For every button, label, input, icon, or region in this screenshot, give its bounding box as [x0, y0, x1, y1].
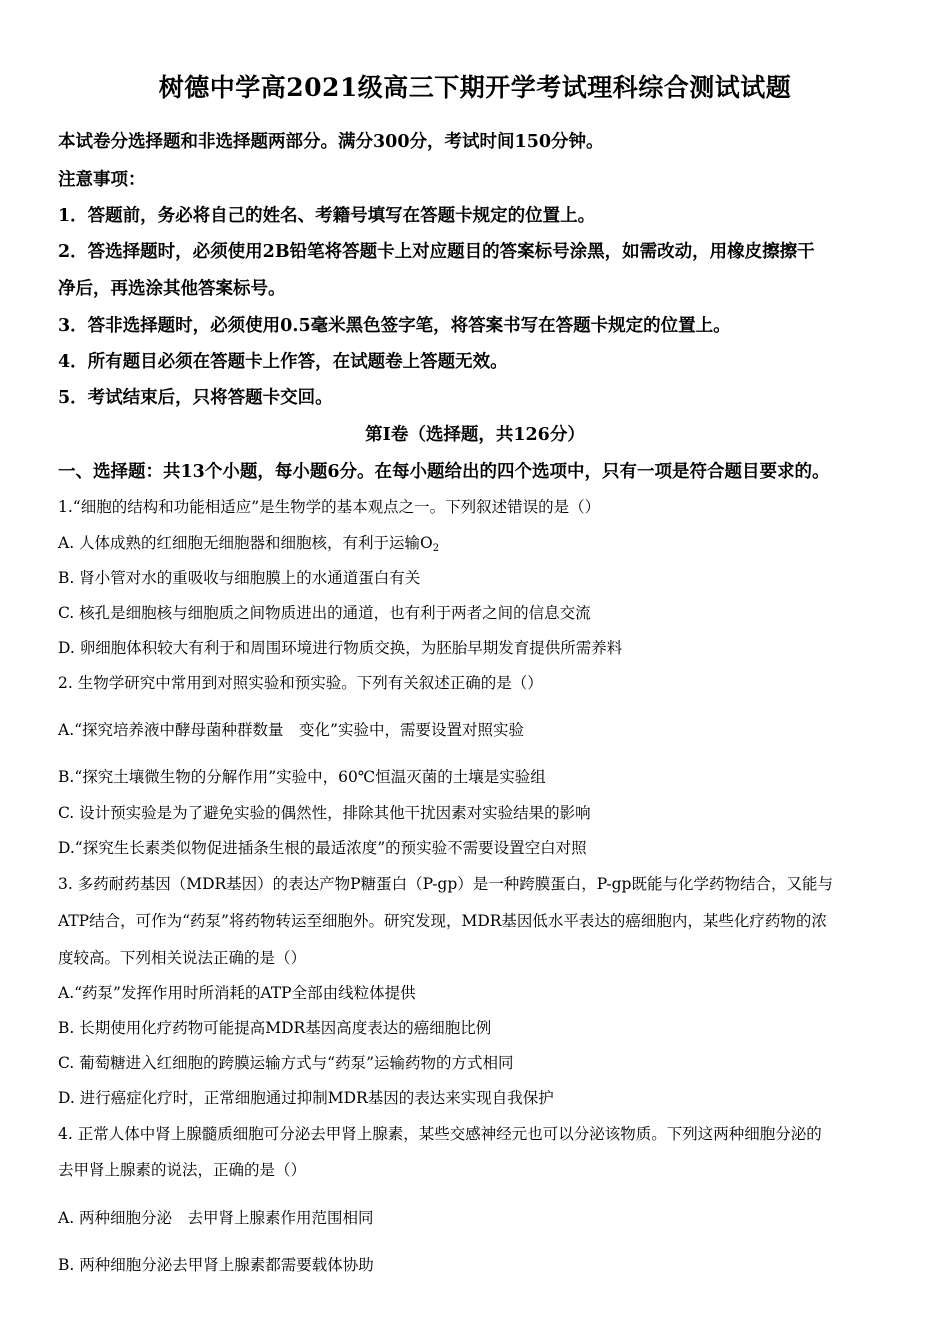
question-3-option-b: B. 长期使用化疗药物可能提高MDR基因高度表达的癌细胞比例 [58, 1019, 492, 1037]
notice-item: 4．所有题目必须在答题卡上作答，在试题卷上答题无效。 [58, 352, 508, 372]
question-2-option-b: B.“探究土壤微生物的分解作用”实验中，60℃恒温灭菌的土壤是实验组 [58, 768, 546, 786]
question-2-stem: 2. 生物学研究中常用到对照实验和预实验。下列有关叙述正确的是（） [58, 674, 543, 692]
notice-item: 3．答非选择题时，必须使用0.5毫米黑色签字笔，将答案书写在答题卡规定的位置上。 [58, 316, 731, 336]
subscript: 2 [432, 543, 440, 554]
question-4-stem-line: 4. 正常人体中肾上腺髓质细胞可分泌去甲肾上腺素，某些交感神经元也可以分泌该物质。下列这两种细胞分泌的 [58, 1125, 822, 1143]
exam-intro: 本试卷分选择题和非选择题两部分。满分300分，考试时间150分钟。 [58, 132, 604, 152]
notice-heading: 注意事项： [58, 170, 146, 190]
question-1-option-d: D. 卵细胞体积较大有利于和周围环境进行物质交换，为胚胎早期发育提供所需养料 [58, 639, 623, 657]
question-3-option-c: C. 葡萄糖进入红细胞的跨膜运输方式与“药泵”运输药物的方式相同 [58, 1054, 514, 1072]
notice-item: 2．答选择题时，必须使用2B铅笔将答题卡上对应题目的答案标号涂黑，如需改动，用橡皮擦擦干 [58, 242, 815, 262]
question-4-option-a: A. 两种细胞分泌 去甲肾上腺素作用范围相同 [58, 1209, 374, 1227]
question-3-stem-line: ATP结合，可作为“药泵”将药物转运至细胞外。研究发现，MDR基因低水平表达的癌细胞内，某些化疗药物的浓 [58, 912, 827, 930]
question-2-option-a: A.“探究培养液中酵母菌种群数量 变化”实验中，需要设置对照实验 [58, 721, 524, 739]
question-2-option-d: D.“探究生长素类似物促进插条生根的最适浓度”的预实验不需要设置空白对照 [58, 839, 587, 857]
question-3-option-a: A.“药泵”发挥作用时所消耗的ATP全部由线粒体提供 [58, 984, 416, 1002]
option-a-text: A. 人体成熟的红细胞无细胞器和细胞核，有利于运输O [58, 534, 433, 552]
question-3-stem-line: 度较高。下列相关说法正确的是（） [58, 949, 307, 967]
part1-title: 第I卷（选择题，共126分） [365, 425, 585, 445]
question-1-option-c: C. 核孔是细胞核与细胞质之间物质进出的通道，也有利于两者之间的信息交流 [58, 604, 591, 622]
question-2-option-c: C. 设计预实验是为了避免实验的偶然性，排除其他干扰因素对实验结果的影响 [58, 804, 591, 822]
question-1-stem: 1.“细胞的结构和功能相适应”是生物学的基本观点之一。下列叙述错误的是（） [58, 498, 601, 516]
question-4-stem-line: 去甲肾上腺素的说法，正确的是（） [58, 1161, 307, 1179]
question-1-option-b: B. 肾小管对水的重吸收与细胞膜上的水通道蛋白有关 [58, 569, 421, 587]
notice-item: 5．考试结束后，只将答题卡交回。 [58, 388, 333, 408]
notice-item: 净后，再选涂其他答案标号。 [58, 279, 286, 299]
question-3-stem-line: 3. 多药耐药基因（MDR基因）的表达产物P糖蛋白（P-gp）是一种跨膜蛋白，P-gp既能与化学药物结合，又能与 [58, 875, 833, 893]
exam-title: 树德中学高2021级高三下期开学考试理科综合测试试题 [158, 73, 792, 102]
question-1-option-a [58, 531, 439, 554]
notice-item: 1．答题前，务必将自己的姓名、考籍号填写在答题卡规定的位置上。 [58, 206, 596, 226]
question-4-option-b: B. 两种细胞分泌去甲肾上腺素都需要载体协助 [58, 1256, 374, 1274]
section1-heading: 一、选择题：共13个小题，每小题6分。在每小题给出的四个选项中，只有一项是符合题目要求的。 [58, 462, 830, 482]
question-3-option-d: D. 进行癌症化疗时，正常细胞通过抑制MDR基因的表达来实现自我保护 [58, 1089, 554, 1107]
